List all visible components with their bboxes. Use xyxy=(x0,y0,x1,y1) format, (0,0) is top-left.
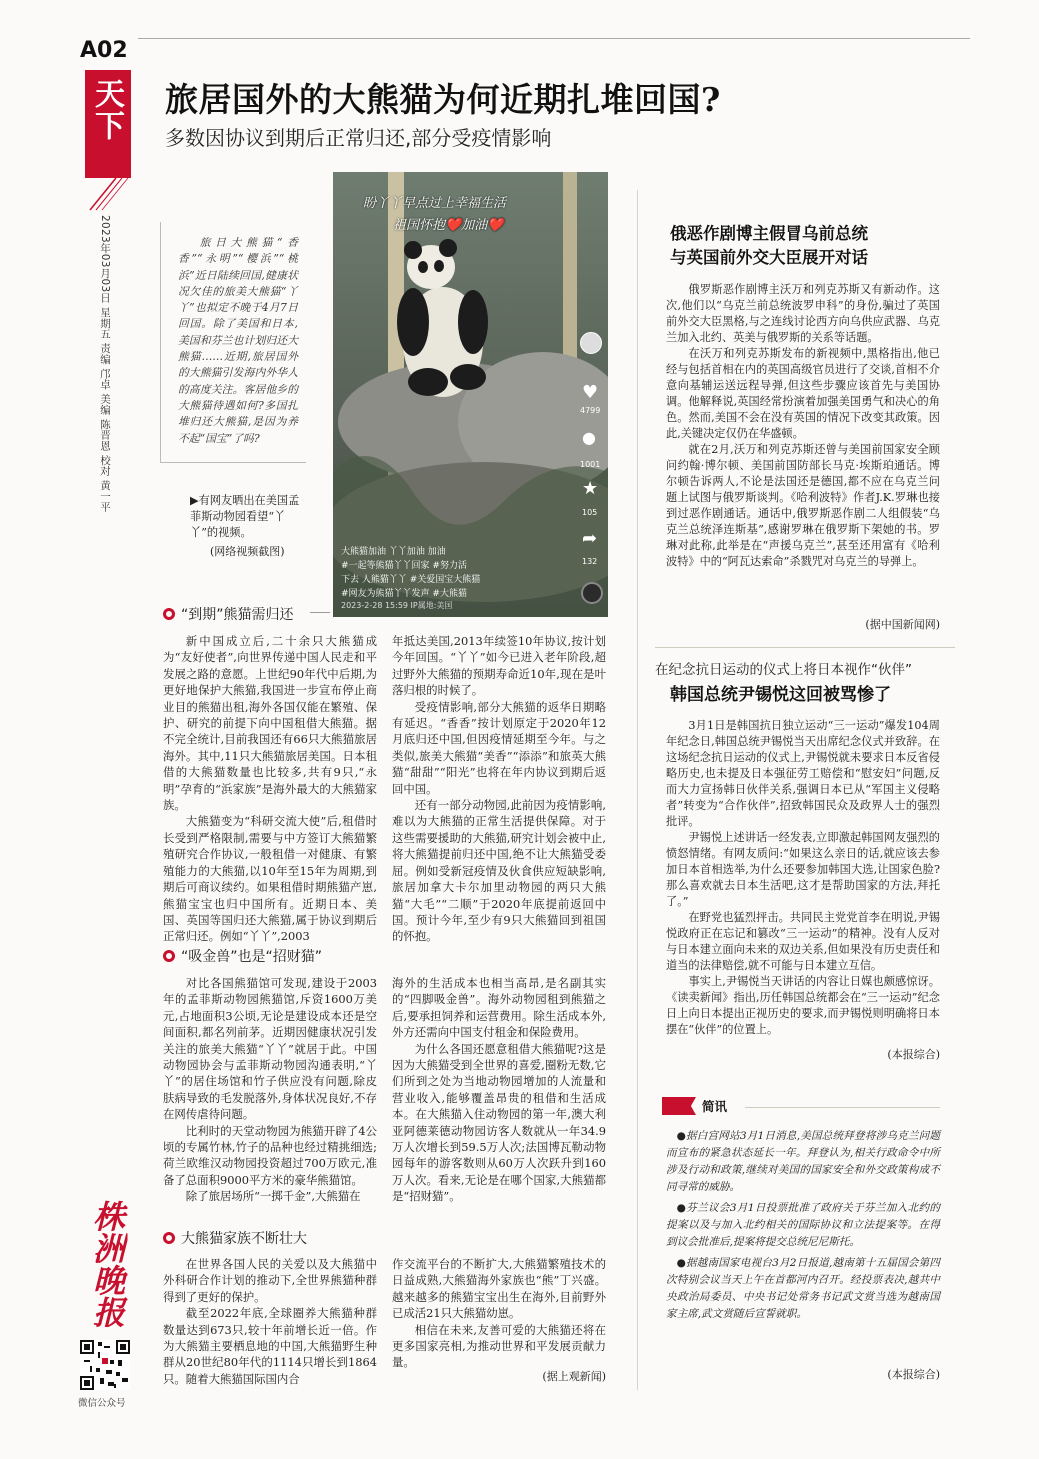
paragraph: 俄罗斯恶作剧博主沃万和列克苏斯又有新动作。这次,他们以“乌克兰前总统波罗申科”的身份,骗过了英国前外交大臣黑格,与之连线讨论西方向乌供应武器、乌克兰加入北约、英美与俄罗斯的关系等话题。 xyxy=(666,283,940,344)
like-icon[interactable]: ♥ xyxy=(582,382,599,403)
story3-headline: 韩国总统尹锡悦这回被骂惨了 xyxy=(670,685,891,705)
paragraph: 新中国成立后,二十余只大熊猫成为“友好使者”,向世界传递中国人民走和平发展之路的意愿。上世纪90年代中后期,为更好地保护大熊猫,我国进一步宣布停止商业目的熊猫出租,海外各国仅能在繁殖、保护、研究的前提下向中国租借大熊猫。据不完全统计,目前我国还有66只大熊猫旅居海外。其中,11只大熊猫旅居美国。日本租借的大熊猫数量也比较多,共有9只,“永明”孕育的“浜家族”是海外最大的大熊猫家族。 xyxy=(163,634,377,813)
section2-heading xyxy=(163,946,322,966)
paragraph: 在野党也猛烈抨击。共同民主党党首李在明说,尹锡悦政府正在忘记和篡改“三一运动”的精神。没有人反对与日本建立面向未来的双边关系,但如果没有历史责任和道当的法律赔偿,就不可能与日本建立互信。 xyxy=(666,911,940,972)
paragraph: 在世界各国人民的关爱以及大熊猫中外科研合作计划的推动下,全世界熊猫种群得到了更好的保护。 xyxy=(163,1257,377,1304)
share-icon[interactable]: ➦ xyxy=(582,528,598,549)
section1-heading-text: “到期”熊猫需归还 xyxy=(181,607,294,623)
page-meta: 2023年03月03日 星期五 责编 邝卓 美编 陈晋恩 校对 黄一平 xyxy=(99,215,111,513)
paragraph: 事实上,尹锡悦当天讲话的内容让日媒也颇感惊讶。《读卖新闻》指出,历任韩国总统都会在“三一运动”纪念日上向日本提出正视历史的要求,而尹锡悦则明确将日本摆在“伙伴”的位置上。 xyxy=(666,975,940,1036)
lede-border xyxy=(160,222,161,462)
paragraph: 除了旅居场所“一掷千金”,大熊猫在 xyxy=(185,1189,361,1204)
section3-source: (据上观新闻) xyxy=(542,1370,606,1383)
photo-tags-2: #一起等熊猫丫丫回家 #努力活 xyxy=(341,561,467,571)
section-label: 天下 xyxy=(89,78,124,142)
favorite-count: 105 xyxy=(582,508,598,517)
photo-tags-4: #网友为熊猫丫丫发声 #大熊猫 xyxy=(341,589,467,599)
comment-icon[interactable]: ● xyxy=(582,428,596,447)
photo-tags-3: 下去 人熊猫丫丫 #关爱国宝大熊猫 xyxy=(341,575,481,585)
paragraph: 为什么各国还愿意租借大熊猫呢?这是因为大熊猫受到全世界的喜爱,圈粉无数,它们所到之处为当地动物园增加的人流量和营业收入,能够覆盖昂贵的租借和生活成本。在大熊猫入住动物园的第一年,澳大利亚阿德莱德动物园访客人数就从一年34.9万人次增长到59.5万人次;法国博瓦勒动物园每年的游客数则从60万人次跃升到160万人次。看来,无论是在哪个国家,大熊猫都是“招财猫”。 xyxy=(392,1041,606,1204)
wechat-label: 微信公众号 xyxy=(78,1398,126,1409)
paragraph: 海外的生活成本也相当高昂,是名副其实的“四脚吸金兽”。海外动物园租到熊猫之后,要承担饲养和运营费用。除生活成本外,外方还需向中国支付租金和保险费用。 xyxy=(392,976,606,1040)
photo-overlay-line1: 盼丫丫早点过上幸福生活 xyxy=(363,196,507,211)
paragraph: 相信在未来,友善可爱的大熊猫还将在更多国家亮相,为推动世界和平发展贡献力量。 xyxy=(392,1322,606,1370)
paragraph: 对比各国熊猫馆可发现,建设于2003年的孟菲斯动物园熊猫馆,斥资1600万美元,占地面积3公顷,无论是建设成本还是空间面积,都名列前茅。近期因健康状况引发关注的旅美大熊猫“丫丫”就居于此。中国动物园协会与孟菲斯动物园沟通表明,“丫丫”的居住场馆和竹子供应没有问题,除皮肤病导致的毛发脱落外,身体状况良好,不存在网传虐待问题。 xyxy=(163,976,377,1122)
masthead xyxy=(84,1200,130,1328)
music-disc-icon[interactable] xyxy=(581,582,603,604)
photo-timestamp: 2023-2-28 15:59 IP属地:美国 xyxy=(341,601,453,610)
section1-heading xyxy=(163,604,294,624)
story3-kicker: 在纪念抗日运动的仪式上将日本视作“伙伴” xyxy=(655,662,912,678)
section2-col2 xyxy=(392,975,606,1205)
section1-bullet-icon xyxy=(163,608,175,620)
panda-photo xyxy=(333,172,608,617)
photo-caption-credit: (网络视频截图) xyxy=(210,545,285,558)
paragraph: 作交流平台的不断扩大,大熊猫繁殖技术的日益成熟,大熊猫海外家族也“熊”丁兴盛。越来越多的熊猫宝宝出生在海外,目前野外已成活21只大熊猫幼崽。 xyxy=(392,1257,606,1321)
paragraph: 受疫情影响,部分大熊猫的返华日期略有延迟。“香香”按计划原定于2020年12月底归还中国,但因疫情延期至今年。与之类似,旅美大熊猫“美香”“添添”和旅英大熊猫“甜甜”“阳光”也将在年内协议到期后返回中国。 xyxy=(392,699,606,796)
paragraph: 在沃万和列克苏斯发布的新视频中,黑格指出,他已经与包括首相在内的英国高级官员进行了交谈,首相不介意向基辅运送远程导弹,但这些步骤应该首先与美国协调。他解释说,英国经常扮演着加强美国勇气和决心的角色。然而,美国不会在没有英国的情况下改变其政策。因此,关键决定仅仍在华盛顿。 xyxy=(666,347,940,440)
brief-header xyxy=(662,1097,727,1115)
page-number: A02 xyxy=(80,38,128,63)
section-tab xyxy=(85,70,131,178)
story3-source: (本报综合) xyxy=(887,1048,940,1061)
like-count: 4799 xyxy=(580,406,601,415)
paragraph: 截至2022年底,全球圈养大熊猫种群数量达到673只,较十年前增长近一倍。作为大熊猫主要栖息地的中国,大熊猫野生种群从20世纪80年代的1114只增长到1864只。随着大熊猫国际国内合 xyxy=(163,1306,377,1386)
photo-overlay-line2: 祖国怀抱❤️加油❤️ xyxy=(393,218,504,233)
section3-col1 xyxy=(163,1256,377,1387)
section1-rule xyxy=(310,612,330,613)
section1-col1 xyxy=(163,633,377,945)
story2-headline-line1: 俄恶作剧博主假冒乌前总统 xyxy=(670,224,868,243)
main-subheadline: 多数因协议到期后正常归还,部分受疫情影响 xyxy=(165,126,552,150)
masthead-text: 株洲晚报 xyxy=(88,1200,126,1328)
header-rule xyxy=(138,38,970,39)
section3-heading xyxy=(163,1228,307,1248)
paragraph: 大熊猫变为“科研交流大使”后,租借时长受到严格限制,需要与中方签订大熊猫繁殖研究合作协议,一般租借一对健康、有繁殖能力的大熊猫,以10年至15年为周期,到期后可商议续约。如果租借时期熊猫产崽,熊猫宝宝也归中国所有。近期日本、美国、英国等国归还大熊猫,属于协议到期后正常归还。例如“丫丫”,2003 xyxy=(163,814,377,944)
paragraph: 就在2月,沃万和列克苏斯还曾与美国前国家安全顾问约翰·博尔顿、美国前国防部长马克·埃斯珀通话。博尔顿告诉两人,不论是法国还是德国,都不应在乌克兰问题上试图与俄罗斯谈判。《哈利波特》作者J.K.罗琳也接到过恶作剧通话。通话中,俄罗斯恶作剧二人组假装“乌克兰总统泽连斯基”,感谢罗琳在俄罗斯下架她的书。罗琳对此称,此举是在“声援乌克兰”,甚至还用富有《哈利波特》中的“阿瓦达索命”杀戮咒对乌克兰的导弹上。 xyxy=(666,443,940,568)
paragraph: 比利时的天堂动物园为熊猫开辟了4公顷的专属竹林,竹子的品种也经过精挑细选;荷兰欧维汉动物园投资超过700万欧元,准备了总面积9000平方米的豪华熊猫馆。 xyxy=(163,1123,377,1187)
section-decoration xyxy=(80,176,130,212)
main-headline: 旅居国外的大熊猫为何近期扎堆回国? xyxy=(165,80,721,119)
paragraph: 年抵达美国,2013年续签10年协议,按计划今年回国。“丫丫”如今已进入老年阶段,超过野外大熊猫的预期寿命近10年,现在是叶落归根的时候了。 xyxy=(392,634,606,698)
photo-caption: ▶有网友晒出在美国孟菲斯动物园看望“丫丫”的视频。 xyxy=(190,494,300,539)
paragraph: 还有一部分动物园,此前因为疫情影响,难以为大熊猫的正常生活提供保障。对于这些需要援助的大熊猫,研究计划会被中止,将大熊猫提前归还中国,绝不让大熊猫受委屈。例如受新冠疫情及伙食供应短缺影响,旅居加拿大卡尔加里动物园的两只大熊猫“大毛”“二顺”于2020年底提前返回中国。预计今年,至少有9只大熊猫回到祖国的怀抱。 xyxy=(392,798,606,944)
brief-title: 简讯 xyxy=(702,1099,728,1114)
brief-item: ●据越南国家电视台3月2日报道,越南第十五届国会第四次特别会议当天上午在首都河内召开。经投票表决,越共中央政治局委员、中央书记处常务书记武文赏当选为越南国家主席,武文赏随后宣誓就职。 xyxy=(666,1257,940,1320)
brief-flag-icon xyxy=(662,1097,696,1115)
photo-tags-1: 大熊猫加油 丫丫加油 加油 xyxy=(341,547,446,557)
story2-headline-line2: 与英国前外交大臣展开对话 xyxy=(670,248,868,267)
section3-bullet-icon xyxy=(163,1232,175,1244)
paragraph: 尹锡悦上述讲话一经发表,立即激起韩国网友强烈的愤怒情绪。有网友质问:“如果这么亲日的话,就应该去参加日本首相选举,为什么还要参加韩国大选,让国家色脸?那么喜欢就去日本生活吧,这才是帮助国家的方法,拜托了。” xyxy=(666,831,940,908)
brief-body xyxy=(666,1128,940,1323)
paragraph: 3月1日是韩国抗日独立运动“三一运动”爆发104周年纪念日,韩国总统尹锡悦当天出席纪念仪式并致辞。在这场纪念抗日运动的仪式上,尹锡悦就未要求日本反省侵略历史,也未提及日本强征劳工赔偿和“慰安妇”问题,反而大力宣扬韩日伙伴关系,强调日本已从“军国主义侵略者”转变为“合作伙伴”,招致韩国民众及政界人士的强烈批评。 xyxy=(666,719,940,828)
brief-source: (本报综合) xyxy=(887,1368,940,1381)
section2-bullet-icon xyxy=(163,950,175,962)
section1-col2 xyxy=(392,633,606,945)
section2-heading-text: “吸金兽”也是“招财猫” xyxy=(181,949,323,965)
section3-heading-text: 大熊猫家族不断壮大 xyxy=(181,1231,307,1247)
story2-source: (据中国新闻网) xyxy=(865,618,940,631)
section2-col1 xyxy=(163,975,377,1205)
comment-count: 1001 xyxy=(580,460,601,469)
story3-body xyxy=(666,718,940,1038)
brief-item: ●芬兰议会3月1日投票批准了政府关于芬兰加入北约的提案以及与加入北约相关的国际协议和立法提案等。在得到议会批准后,提案将提交总统尼尼斯托。 xyxy=(666,1202,940,1248)
section3-col2 xyxy=(392,1256,606,1371)
qr-code xyxy=(80,1340,130,1390)
lede-border-bottom xyxy=(160,462,306,463)
column-divider xyxy=(637,190,638,1390)
avatar[interactable] xyxy=(580,332,602,354)
lede: 旅日大熊猫“香香”“永明”“樱浜”“桃浜”近日陆续回国,健康状况欠佳的旅美大熊猫“丫丫”也拟定不晚于4月7日回国。除了美国和日本,美国和芬兰也计划归还大熊猫……近期,旅居国外的大熊猫引发海内外华人的高度关注。客居他乡的大熊猫待遇如何?多国扎堆归还大熊猫,是因为养不起“国宝”了吗? xyxy=(178,236,298,445)
story2-body xyxy=(666,282,940,570)
share-count: 132 xyxy=(582,557,598,566)
brief-item: ●据白宫网站3月1日消息,美国总统拜登将涉乌克兰问题而宣布的紧急状态延长一年。拜登认为,相关行政命令中所涉及行动和政策,继续对美国的国家安全和外交政策构成不同寻常的威胁。 xyxy=(666,1130,940,1193)
brief-rule xyxy=(745,1107,940,1108)
favorite-icon[interactable]: ★ xyxy=(582,478,599,499)
story-separator xyxy=(655,647,955,648)
